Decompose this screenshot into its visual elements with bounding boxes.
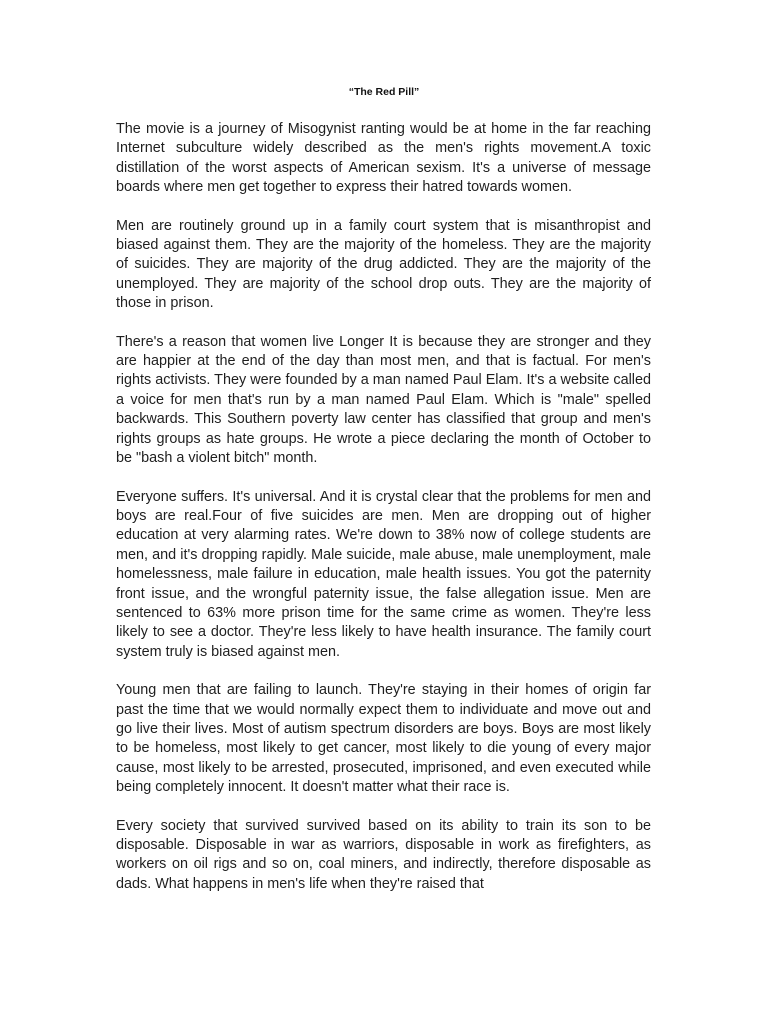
document-body	[116, 120, 651, 913]
paragraph-5: Young men that are failing to launch. They're staying in their homes of origin far past the time that we would normally expect them to individuate and move out and go live their lives. Most of autism spectrum disorders are boys. Boys are most likely to be homeless, most likely to get cancer, most likely to die young of every major cause, most likely to be arrested, prosecuted, imprisoned, and even executed while being completely innocent. It doesn't matter what their race is.	[116, 682, 651, 796]
paragraph-4: Everyone suffers. It's universal. And it is crystal clear that the problems for men and boys are real.Four of five suicides are men. Men are dropping out of higher education at very alarming rates. We're down to 38% now of college students are men, and it's dropping rapidly. Male suicide, male abuse, male unemployment, male homelessness, male failure in education, male health issues. You got the paternity front issue, and the wrongful paternity issue, the false allegation issue. Men are sentenced to 63% more prison time for the same crime as women. They're less likely to see a doctor. They're less likely to have health insurance. The family court system truly is biased against men.	[116, 488, 651, 660]
paragraph-6: Every society that survived survived based on its ability to train its son to be disposable. Disposable in war as warriors, disposable in work as firefighters, as workers on oil rigs and so on, coal miners, and indirectly, therefore disposable as dads. What happens in men's life when they're raised that	[116, 817, 651, 892]
paragraph-2: Men are routinely ground up in a family court system that is misanthropist and biased against them. They are the majority of the homeless. They are the majority of suicides. They are majority of the drug addicted. They are the majority of the unemployed. They are majority of the school drop outs. They are the majority of those in prison.	[116, 217, 651, 312]
document-title: “The Red Pill”	[348, 86, 420, 98]
paragraph-1: The movie is a journey of Misogynist ranting would be at home in the far reaching Internet subculture widely described as the men's rights movement.A toxic distillation of the worst aspects of American sexism. It's a universe of message boards where men get together to express their hatred towards women.	[116, 121, 651, 196]
paragraph-3: There's a reason that women live Longer It is because they are stronger and they are happier at the end of the day than most men, and that is factual. For men's rights activists. They were founded by a man named Paul Elam. It's a website called a voice for men that's run by a man named Paul Elam. Which is "male" spelled backwards. This Southern poverty law center has classified that group and men's rights groups as hate groups. He wrote a piece declaring the month of October to be "bash a violent bitch" month.	[116, 333, 651, 467]
